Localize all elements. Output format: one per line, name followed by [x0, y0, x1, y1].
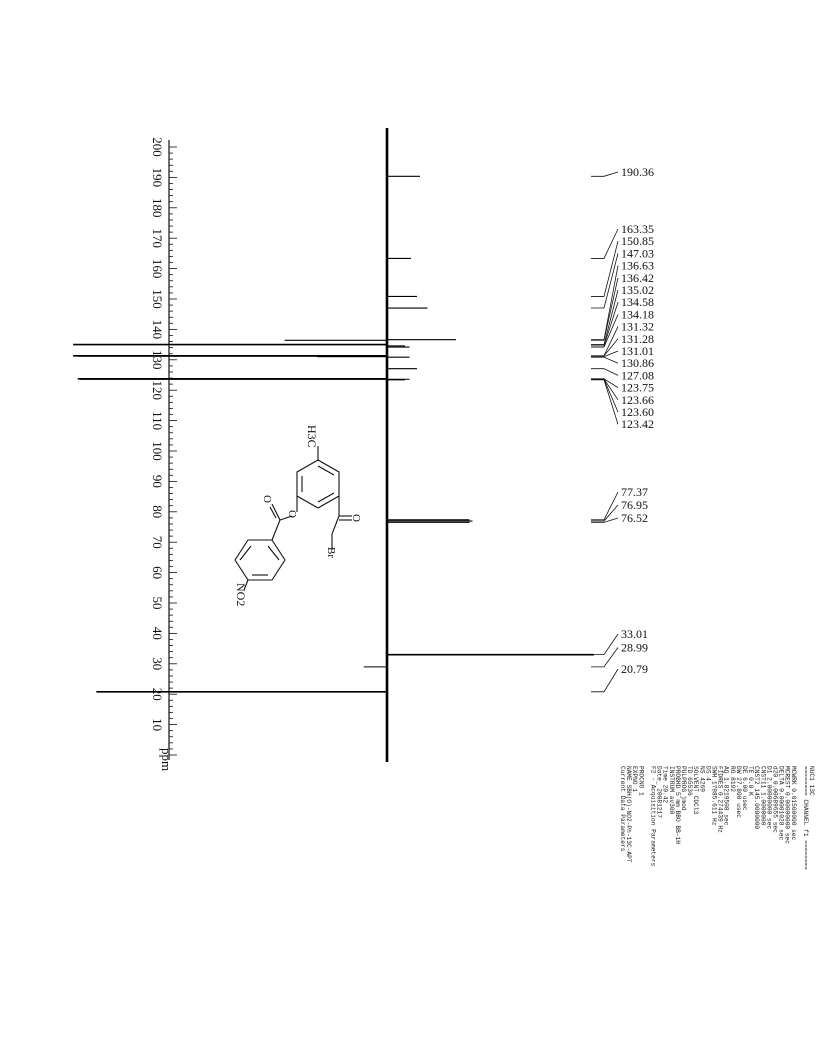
- parameter-line: SOLVENT CDCl3: [692, 766, 700, 815]
- parameter-line: EXPNO 1: [631, 766, 639, 792]
- peak-label: 131.28: [621, 331, 654, 346]
- parameter-line: CNST11 1.0000000: [759, 766, 767, 826]
- parameter-line: CNST2 145.0000000: [753, 766, 761, 830]
- tick-label: 120: [150, 380, 166, 400]
- peak-leader-line: [591, 379, 618, 412]
- tick-label: 80: [150, 505, 166, 519]
- parameter-line: MCREST 0.00000000 sec: [783, 766, 791, 844]
- aryl-ring-upper: [297, 460, 339, 508]
- methyl-label: H3C: [305, 425, 319, 448]
- peak-label: 123.60: [621, 405, 654, 419]
- parameter-line: NUC1 13C: [808, 766, 816, 796]
- parameter-line: Current Data Parameters: [619, 766, 626, 852]
- axis-ticks: [169, 147, 177, 755]
- parameter-line: AQ 1.8219508 sec: [722, 766, 730, 826]
- parameter-line: RG 8192: [728, 766, 736, 792]
- tick-label: 70: [150, 535, 166, 549]
- molecule-structure: [235, 446, 352, 590]
- peak-label: 123.66: [621, 392, 654, 407]
- parameter-line: NAME SBH(O)-NO2-Ph-13C-APT: [625, 766, 633, 863]
- peak-label: 127.08: [621, 368, 654, 383]
- peak-leader-line: [591, 648, 618, 667]
- parameter-line: MCWRK 0.01500000 sec: [789, 766, 797, 841]
- tick-label: 180: [150, 198, 166, 218]
- peak-leader-line: [591, 634, 618, 655]
- nitro-label: NO2: [234, 583, 248, 607]
- parameter-line: NS 4269: [698, 766, 706, 792]
- peak-label: 20.79: [621, 662, 648, 676]
- parameter-line: PULPROG jmod: [680, 766, 687, 811]
- parameter-line: PROBHD 5 mm BBO BB-1H: [673, 766, 681, 844]
- tick-label: 30: [150, 657, 166, 671]
- ether-oxygen-label: O: [286, 510, 298, 518]
- peak-label: 123.75: [621, 380, 654, 395]
- peak-label: 136.42: [621, 270, 654, 285]
- peak-leader-line: [591, 266, 618, 340]
- parameter-line: F2 - Acquisition Parameters: [649, 766, 657, 867]
- peak-label: 136.63: [621, 258, 654, 273]
- peak-leader-line: [591, 369, 618, 376]
- carbonyl-oxygen-label: O: [350, 514, 362, 522]
- peak-leader-line: [591, 669, 618, 692]
- peak-label: 134.58: [621, 295, 654, 310]
- tick-label: 50: [150, 596, 166, 610]
- tick-label: 140: [150, 319, 166, 340]
- bromine-label: Br: [325, 547, 337, 558]
- ester-carbonyl-oxygen-label: O: [261, 495, 273, 503]
- peak-labels: [621, 165, 654, 676]
- tick-label: 110: [150, 411, 166, 431]
- peak-label: 28.99: [621, 640, 648, 655]
- parameter-line: D1 2.00000000 sec: [765, 766, 773, 830]
- peak-label: 131.32: [621, 319, 654, 334]
- tick-label: 90: [150, 474, 166, 488]
- parameter-line: FIDRES 0.274439 Hz: [716, 766, 724, 833]
- parameter-line: Time 20.42: [661, 766, 669, 804]
- peak-label: 76.95: [621, 498, 648, 512]
- parameter-line: TD 65536: [686, 766, 694, 796]
- parameter-line: d20 0.00689655 sec: [771, 766, 779, 833]
- aryl-ring-lower: [235, 540, 285, 580]
- peak-label: 76.52: [621, 511, 648, 525]
- tick-label: 200: [150, 137, 166, 157]
- axis-tick-labels: [150, 137, 165, 731]
- parameter-line: PROCNO 1: [637, 766, 645, 796]
- peak-label-leaders: [591, 172, 618, 692]
- parameter-line: INSTRUM av300: [667, 766, 675, 815]
- peak-label: 33.01: [621, 627, 648, 641]
- axis-unit-label: ppm: [159, 748, 174, 772]
- peak-label: 134.18: [621, 307, 654, 322]
- tick-label: 40: [150, 626, 166, 640]
- peak-leader-line: [591, 229, 618, 258]
- parameter-line: SWH 17985.611 Hz: [710, 766, 718, 826]
- tick-label: 10: [150, 718, 166, 732]
- peak-label: 147.03: [621, 246, 654, 261]
- acquisition-parameters: [619, 766, 816, 870]
- tick-label: 60: [150, 566, 166, 580]
- tick-label: 190: [150, 167, 166, 188]
- parameter-line: DELTA 0.00001028 sec: [777, 766, 785, 841]
- peak-label: 123.42: [621, 417, 654, 432]
- tick-label: 170: [150, 228, 166, 248]
- parameter-line: DW 27.800 usec: [734, 766, 742, 818]
- parameter-line: ======== CHANNEL f1 ========: [802, 766, 809, 870]
- peak-label: 130.86: [621, 356, 654, 371]
- tick-label: 160: [150, 258, 166, 279]
- tick-label: 20: [150, 687, 166, 701]
- peak-label: 150.85: [621, 234, 654, 249]
- parameter-line: TE 0.0 K: [747, 766, 755, 796]
- tick-label: 100: [150, 441, 166, 461]
- peak-leader-line: [591, 492, 618, 520]
- peak-label: 135.02: [621, 283, 654, 297]
- parameter-line: DE 6.00 usec: [741, 766, 748, 811]
- peak-label: 131.01: [621, 344, 654, 358]
- peak-label: 190.36: [621, 165, 654, 179]
- peak-leader-line: [591, 357, 618, 363]
- tick-label: 130: [150, 350, 166, 370]
- parameter-line: Date_ 20081217: [655, 766, 663, 818]
- peak-label: 77.37: [621, 485, 648, 499]
- tick-label: 150: [150, 289, 166, 309]
- peak-label: 163.35: [621, 222, 654, 236]
- peak-leader-line: [591, 253, 618, 308]
- spectrum-peaks: [73, 176, 594, 691]
- peak-leader-line: [591, 172, 618, 176]
- parameter-line: DS 4: [704, 766, 712, 781]
